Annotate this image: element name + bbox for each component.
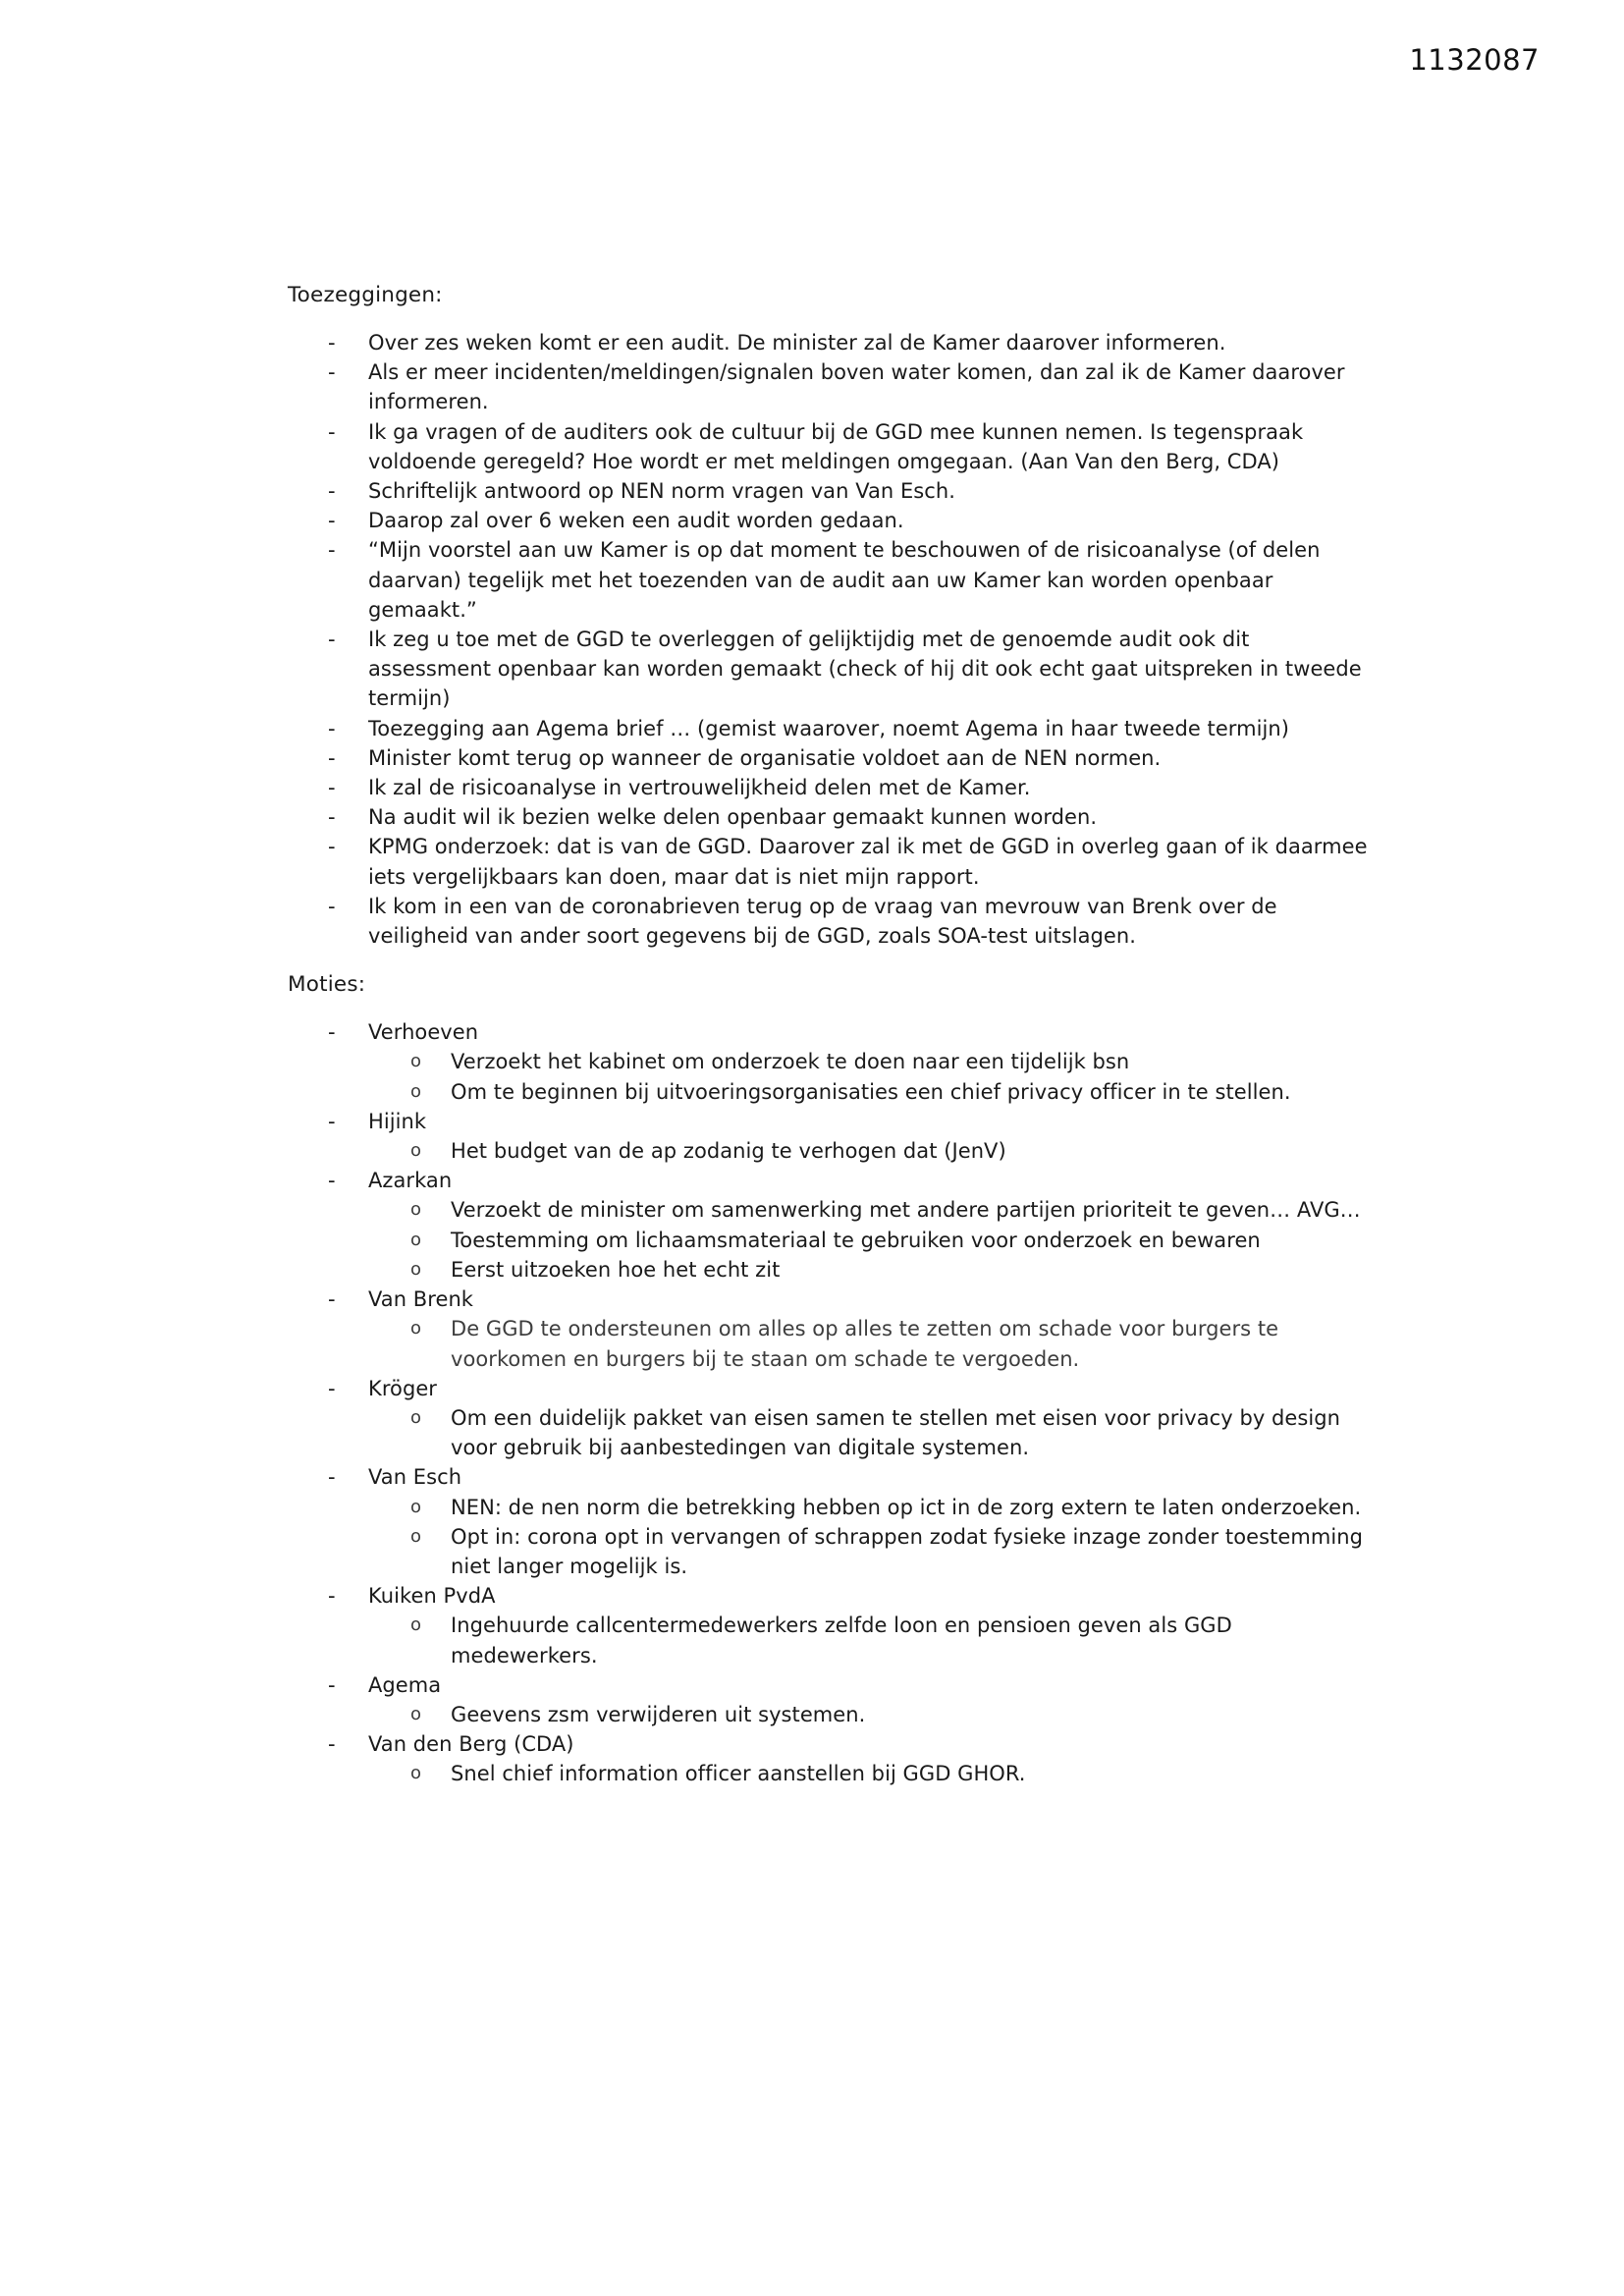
circle-bullet-icon: o bbox=[410, 1763, 422, 1784]
list-item bbox=[288, 1017, 1378, 1107]
list-item bbox=[288, 743, 1378, 773]
list-item-text: Minister komt terug op wanneer de organisatie voldoet aan de NEN normen. bbox=[368, 745, 1162, 770]
list-item-text: Ik ga vragen of de auditers ook de cultuur bij de GGD mee kunnen nemen. Is tegenspraak voldoende geregeld? Hoe wordt er met meldingen omgegaan. (Aan Van den Berg, CDA) bbox=[368, 419, 1304, 473]
circle-bullet-icon: o bbox=[410, 1140, 422, 1162]
list-item bbox=[288, 1374, 1378, 1463]
list-item-text: Daarop zal over 6 weken een audit worden gedaan. bbox=[368, 509, 904, 533]
list-item-text: Verhoeven bbox=[368, 1020, 479, 1045]
list-item-text: Schriftelijk antwoord op NEN norm vragen van Van Esch. bbox=[368, 479, 955, 504]
document-body bbox=[288, 281, 1378, 1789]
list-item bbox=[288, 714, 1378, 743]
sublist-item-text: Geevens zsm verwijderen uit systemen. bbox=[451, 1702, 866, 1726]
list-item bbox=[288, 1462, 1378, 1581]
section-heading: Moties: bbox=[288, 972, 366, 998]
sublist bbox=[368, 1759, 1378, 1788]
sublist-item bbox=[368, 1759, 1378, 1788]
dash-bullet-icon: - bbox=[328, 805, 336, 830]
list-item bbox=[288, 1729, 1378, 1788]
sublist-item bbox=[368, 1403, 1378, 1462]
list-item-text: Als er meer incidenten/meldingen/signalen boven water komen, dan zal ik de Kamer daarover informeren. bbox=[368, 360, 1345, 414]
dash-bullet-icon: - bbox=[328, 628, 336, 652]
sublist-item bbox=[368, 1522, 1378, 1581]
circle-bullet-icon: o bbox=[410, 1318, 422, 1339]
section-moties bbox=[288, 970, 1378, 1788]
list-item-text: KPMG onderzoek: dat is van de GGD. Daarover zal ik met de GGD in overleg gaan of ik daarmee iets vergelijkbaars kan doen, maar dat is niet mijn rapport. bbox=[368, 835, 1368, 889]
section-heading: Toezeggingen: bbox=[288, 283, 443, 307]
sublist-item bbox=[368, 1255, 1378, 1285]
sublist-item bbox=[368, 1493, 1378, 1522]
sublist-item-text: Om te beginnen bij uitvoeringsorganisaties een chief privacy officer in te stellen. bbox=[451, 1079, 1291, 1104]
list-item-text: Ik kom in een van de coronabrieven terug op de vraag van mevrouw van Brenk over de veiligheid van ander soort gegevens bij de GGD, zoals SOA-test uitslagen. bbox=[368, 894, 1277, 949]
list-item bbox=[288, 802, 1378, 832]
sublist-item bbox=[368, 1195, 1378, 1225]
toezeggingen-list bbox=[288, 328, 1378, 951]
dash-bullet-icon: - bbox=[328, 716, 336, 740]
list-item bbox=[288, 357, 1378, 416]
dash-bullet-icon: - bbox=[328, 419, 336, 444]
sublist-item bbox=[368, 1700, 1378, 1729]
list-item-text: “Mijn voorstel aan uw Kamer is op dat moment te beschouwen of de risicoanalyse (of delen daarvan) tegelijk met het toezenden van de audit aan uw Kamer kan worden openbaar gemaakt.” bbox=[368, 538, 1321, 622]
list-item-text: Toezegging aan Agema brief … (gemist waarover, noemt Agema in haar tweede termijn) bbox=[368, 716, 1289, 740]
list-item bbox=[288, 773, 1378, 802]
dash-bullet-icon: - bbox=[328, 894, 336, 918]
dash-bullet-icon: - bbox=[328, 1672, 336, 1697]
circle-bullet-icon: o bbox=[410, 1496, 422, 1517]
list-item bbox=[288, 892, 1378, 951]
sublist-item-text: Eerst uitzoeken hoe het echt zit bbox=[451, 1257, 781, 1282]
list-item bbox=[288, 1670, 1378, 1729]
list-item-text: Agema bbox=[368, 1672, 442, 1697]
sublist-item-text: De GGD te ondersteunen om alles op alles te zetten om schade voor burgers te voorkomen en burgers bij te staan om schade te vergoeden. bbox=[451, 1317, 1279, 1371]
circle-bullet-icon: o bbox=[410, 1229, 422, 1250]
dash-bullet-icon: - bbox=[328, 776, 336, 800]
list-item bbox=[288, 1107, 1378, 1166]
sublist-item-text: Verzoekt het kabinet om onderzoek te doen naar een tijdelijk bsn bbox=[451, 1050, 1130, 1074]
sublist-item bbox=[368, 1136, 1378, 1166]
circle-bullet-icon: o bbox=[410, 1703, 422, 1724]
dash-bullet-icon: - bbox=[328, 1020, 336, 1045]
dash-bullet-icon: - bbox=[328, 360, 336, 385]
sublist-item-text: NEN: de nen norm die betrekking hebben op ict in de zorg extern te laten onderzoeken. bbox=[451, 1495, 1362, 1519]
sublist-item-text: Opt in: corona opt in vervangen of schrappen zodat fysieke inzage zonder toestemming niet langer mogelijk is. bbox=[451, 1524, 1363, 1578]
list-item-text: Azarkan bbox=[368, 1169, 453, 1193]
sublist bbox=[368, 1136, 1378, 1166]
sublist-item-text: Toestemming om lichaamsmateriaal te gebruiken voor onderzoek en bewaren bbox=[451, 1228, 1261, 1252]
document-page-number: 1132087 bbox=[1409, 43, 1540, 77]
list-item-text: Ik zal de risicoanalyse in vertrouwelijkheid delen met de Kamer. bbox=[368, 776, 1031, 800]
sublist bbox=[368, 1195, 1378, 1285]
list-item bbox=[288, 417, 1378, 476]
list-item-text: Kuiken PvdA bbox=[368, 1584, 496, 1609]
sublist bbox=[368, 1493, 1378, 1582]
list-item-text: Van Brenk bbox=[368, 1287, 474, 1312]
dash-bullet-icon: - bbox=[328, 479, 336, 504]
sublist-item bbox=[368, 1611, 1378, 1669]
sublist-item-text: Ingehuurde callcentermedewerkers zelfde loon en pensioen geven als GGD medewerkers. bbox=[451, 1613, 1232, 1667]
sublist-item-text: Om een duidelijk pakket van eisen samen te stellen met eisen voor privacy by design voor gebruik bij aanbestedingen van digitale systemen. bbox=[451, 1405, 1341, 1460]
sublist bbox=[368, 1403, 1378, 1462]
list-item bbox=[288, 1166, 1378, 1285]
dash-bullet-icon: - bbox=[328, 331, 336, 355]
dash-bullet-icon: - bbox=[328, 1465, 336, 1490]
dash-bullet-icon: - bbox=[328, 1584, 336, 1609]
dash-bullet-icon: - bbox=[328, 1376, 336, 1400]
circle-bullet-icon: o bbox=[410, 1258, 422, 1280]
dash-bullet-icon: - bbox=[328, 1169, 336, 1193]
circle-bullet-icon: o bbox=[410, 1051, 422, 1072]
list-item bbox=[288, 1285, 1378, 1374]
circle-bullet-icon: o bbox=[410, 1199, 422, 1221]
list-item-text: Over zes weken komt er een audit. De minister zal de Kamer daarover informeren. bbox=[368, 331, 1226, 355]
dash-bullet-icon: - bbox=[328, 835, 336, 859]
dash-bullet-icon: - bbox=[328, 1287, 336, 1312]
sublist-item-text: Het budget van de ap zodanig te verhogen dat (JenV) bbox=[451, 1139, 1006, 1164]
list-item bbox=[288, 328, 1378, 357]
moties-list bbox=[288, 1017, 1378, 1788]
list-item bbox=[288, 506, 1378, 535]
list-item bbox=[288, 476, 1378, 506]
sublist-item-text: Snel chief information officer aanstellen bij GGD GHOR. bbox=[451, 1762, 1026, 1786]
sublist-item bbox=[368, 1047, 1378, 1076]
dash-bullet-icon: - bbox=[328, 509, 336, 533]
list-item bbox=[288, 535, 1378, 625]
sublist bbox=[368, 1314, 1378, 1373]
dash-bullet-icon: - bbox=[328, 1732, 336, 1757]
list-item-text: Na audit wil ik bezien welke delen openbaar gemaakt kunnen worden. bbox=[368, 805, 1098, 830]
sublist-item bbox=[368, 1314, 1378, 1373]
dash-bullet-icon: - bbox=[328, 745, 336, 770]
sublist bbox=[368, 1700, 1378, 1729]
section-toezeggingen bbox=[288, 281, 1378, 951]
list-item-text: Hijink bbox=[368, 1109, 427, 1133]
dash-bullet-icon: - bbox=[328, 538, 336, 563]
list-item-text: Van Esch bbox=[368, 1465, 462, 1490]
list-item-text: Van den Berg (CDA) bbox=[368, 1732, 574, 1757]
list-item-text: Kröger bbox=[368, 1376, 437, 1400]
circle-bullet-icon: o bbox=[410, 1614, 422, 1636]
sublist-item bbox=[368, 1077, 1378, 1107]
circle-bullet-icon: o bbox=[410, 1525, 422, 1547]
dash-bullet-icon: - bbox=[328, 1109, 336, 1133]
sublist-item-text: Verzoekt de minister om samenwerking met andere partijen prioriteit te geven… AVG… bbox=[451, 1198, 1361, 1223]
sublist bbox=[368, 1047, 1378, 1106]
list-item bbox=[288, 832, 1378, 891]
list-item-text: Ik zeg u toe met de GGD te overleggen of gelijktijdig met de genoemde audit ook dit assessment openbaar kan worden gemaakt (check of hij dit ook echt gaat uitspreken in tweede termijn) bbox=[368, 628, 1362, 711]
list-item bbox=[288, 1581, 1378, 1670]
circle-bullet-icon: o bbox=[410, 1080, 422, 1102]
circle-bullet-icon: o bbox=[410, 1406, 422, 1428]
list-item bbox=[288, 625, 1378, 714]
sublist bbox=[368, 1611, 1378, 1669]
sublist-item bbox=[368, 1226, 1378, 1255]
